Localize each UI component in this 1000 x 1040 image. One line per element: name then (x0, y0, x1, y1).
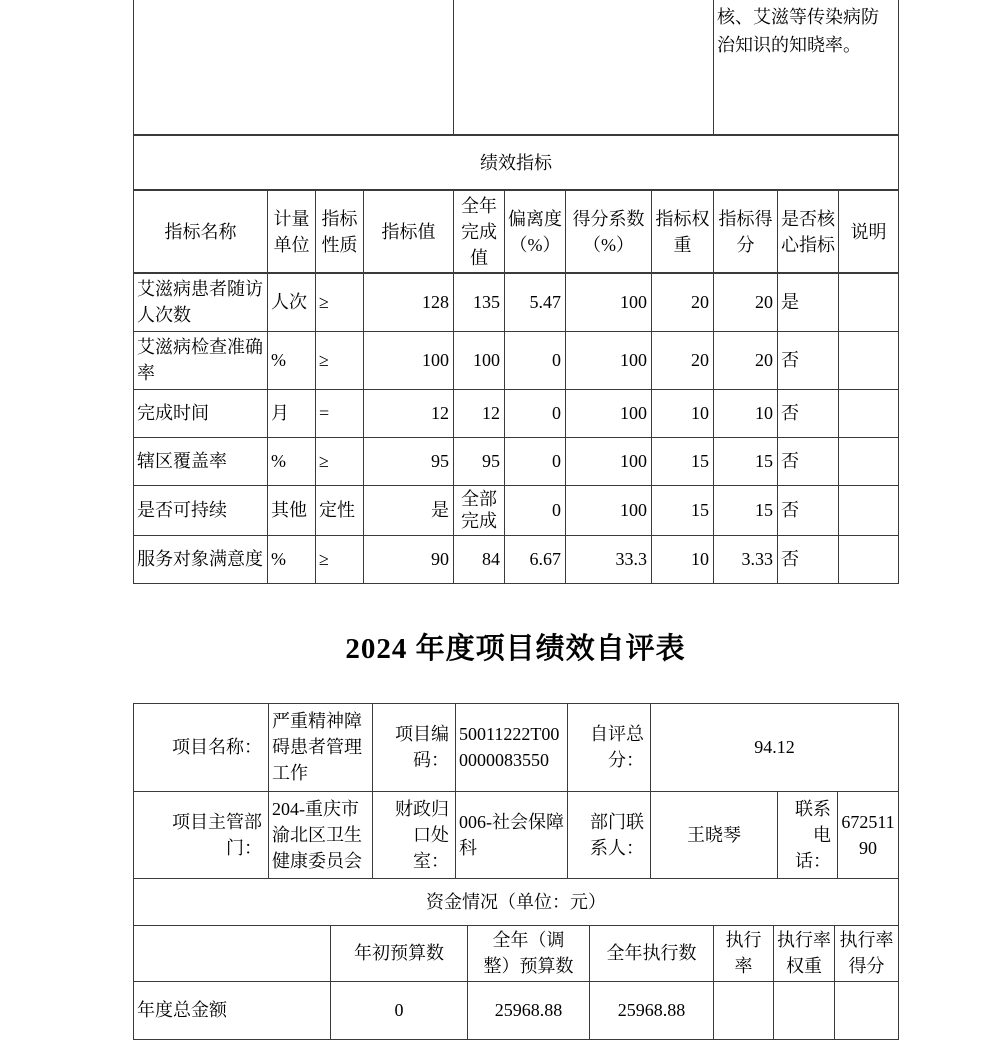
nature-cell: ≥ (316, 273, 364, 331)
table-row (134, 703, 899, 791)
indicator-name-cell: 辖区覆盖率 (134, 437, 268, 485)
remark-cell (839, 485, 899, 535)
section-header-row (134, 878, 899, 925)
header-score: 指标得分 (714, 190, 778, 273)
score-coefficient-cell: 100 (566, 437, 652, 485)
header-empty (134, 925, 331, 981)
completed-value-cell: 135 (454, 273, 505, 331)
project-name-value: 严重精神障碍患者管理工作 (269, 703, 373, 791)
nature-cell: = (316, 389, 364, 437)
empty-cell (454, 0, 714, 135)
header-annual-execution: 全年执行数 (590, 925, 714, 981)
deviation-cell: 0 (505, 437, 566, 485)
weight-cell: 15 (652, 485, 714, 535)
header-core-indicator: 是否核心指标 (778, 190, 839, 273)
header-score-coefficient: 得分系数（%） (566, 190, 652, 273)
unit-cell: % (268, 535, 316, 583)
initial-budget-value: 0 (331, 981, 468, 1039)
table-header-row (134, 190, 899, 273)
header-unit: 计量单位 (268, 190, 316, 273)
completed-value-cell: 全部完成 (454, 485, 505, 535)
remark-cell (839, 437, 899, 485)
contact-value: 王晓琴 (651, 791, 778, 878)
indicator-name-cell: 艾滋病患者随访人次数 (134, 273, 268, 331)
execution-rate-value (714, 981, 774, 1039)
deviation-cell: 6.67 (505, 535, 566, 583)
score-cell: 20 (714, 331, 778, 389)
header-initial-budget: 年初预算数 (331, 925, 468, 981)
score-cell: 10 (714, 389, 778, 437)
indicator-name-cell: 服务对象满意度 (134, 535, 268, 583)
unit-cell: % (268, 437, 316, 485)
table-row (134, 437, 899, 485)
header-execution-rate: 执行率 (714, 925, 774, 981)
weight-cell: 15 (652, 437, 714, 485)
header-target-value: 指标值 (364, 190, 454, 273)
score-cell: 15 (714, 437, 778, 485)
nature-cell: 定性 (316, 485, 364, 535)
target-value-cell: 90 (364, 535, 454, 583)
score-coefficient-cell: 100 (566, 485, 652, 535)
remark-cell (839, 535, 899, 583)
score-coefficient-cell: 100 (566, 331, 652, 389)
table-row-cutoff (134, 0, 899, 135)
self-score-label: 自评总分： (568, 703, 651, 791)
execution-rate-score-value (835, 981, 899, 1039)
table-row (134, 389, 899, 437)
header-indicator-name: 指标名称 (134, 190, 268, 273)
table-row (134, 331, 899, 389)
self-score-value: 94.12 (651, 703, 899, 791)
score-cell: 15 (714, 485, 778, 535)
weight-cell: 20 (652, 273, 714, 331)
header-execution-rate-weight: 执行率权重 (774, 925, 835, 981)
table-header-row (134, 925, 899, 981)
target-value-cell: 是 (364, 485, 454, 535)
phone-value: 67251190 (838, 791, 899, 878)
completed-value-cell: 12 (454, 389, 505, 437)
carryover-text-cell: 核、艾滋等传染病防治知识的知晓率。 (714, 0, 899, 135)
header-nature: 指标性质 (316, 190, 364, 273)
section-title-performance: 绩效指标 (134, 135, 899, 190)
table-row (134, 273, 899, 331)
table-row (134, 485, 899, 535)
header-remark: 说明 (839, 190, 899, 273)
header-execution-rate-score: 执行率得分 (835, 925, 899, 981)
finance-office-label: 财政归口处室： (373, 791, 456, 878)
header-adjusted-budget: 全年（调整）预算数 (468, 925, 590, 981)
unit-cell: % (268, 331, 316, 389)
project-info-table (133, 703, 899, 792)
project-code-value: 50011222T000000083550 (456, 703, 568, 791)
table-row (134, 535, 899, 583)
unit-cell: 人次 (268, 273, 316, 331)
completed-value-cell: 84 (454, 535, 505, 583)
core-indicator-cell: 否 (778, 389, 839, 437)
finance-office-value: 006-社会保障科 (456, 791, 568, 878)
indicator-name-cell: 是否可持续 (134, 485, 268, 535)
score-coefficient-cell: 100 (566, 389, 652, 437)
budget-table (133, 925, 899, 1040)
target-value-cell: 12 (364, 389, 454, 437)
deviation-cell: 0 (505, 389, 566, 437)
table-row (134, 981, 899, 1039)
funding-section-table (133, 878, 899, 926)
score-coefficient-cell: 33.3 (566, 535, 652, 583)
unit-cell: 月 (268, 389, 316, 437)
indicator-name-cell: 完成时间 (134, 389, 268, 437)
section-header-row (134, 135, 899, 190)
indicator-name-cell: 艾滋病检查准确率 (134, 331, 268, 389)
remark-cell (839, 389, 899, 437)
contact-label: 部门联系人： (568, 791, 651, 878)
target-value-cell: 100 (364, 331, 454, 389)
score-cell: 20 (714, 273, 778, 331)
deviation-cell: 5.47 (505, 273, 566, 331)
core-indicator-cell: 否 (778, 485, 839, 535)
score-cell: 3.33 (714, 535, 778, 583)
completed-value-cell: 95 (454, 437, 505, 485)
remark-cell (839, 331, 899, 389)
page-title: 2024 年度项目绩效自评表 (345, 632, 686, 665)
dept-label: 项目主管部门： (134, 791, 269, 878)
header-weight: 指标权重 (652, 190, 714, 273)
project-dept-table (133, 791, 899, 879)
core-indicator-cell: 是 (778, 273, 839, 331)
core-indicator-cell: 否 (778, 331, 839, 389)
dept-value: 204-重庆市渝北区卫生健康委员会 (269, 791, 373, 878)
deviation-cell: 0 (505, 485, 566, 535)
funding-section-title: 资金情况（单位：元） (134, 878, 899, 925)
phone-label: 联系电话： (778, 791, 838, 878)
completed-value-cell: 100 (454, 331, 505, 389)
nature-cell: ≥ (316, 331, 364, 389)
header-deviation: 偏离度（%） (505, 190, 566, 273)
content-area (133, 0, 898, 1040)
target-value-cell: 128 (364, 273, 454, 331)
weight-cell: 10 (652, 389, 714, 437)
weight-cell: 10 (652, 535, 714, 583)
target-value-cell: 95 (364, 437, 454, 485)
project-code-label: 项目编码： (373, 703, 456, 791)
adjusted-budget-value: 25968.88 (468, 981, 590, 1039)
header-completed-value: 全年完成值 (454, 190, 505, 273)
core-indicator-cell: 否 (778, 437, 839, 485)
remark-cell (839, 273, 899, 331)
nature-cell: ≥ (316, 535, 364, 583)
execution-rate-weight-value (774, 981, 835, 1039)
table-row (134, 791, 899, 878)
annual-total-label: 年度总金额 (134, 981, 331, 1039)
empty-cell (134, 0, 454, 135)
unit-cell: 其他 (268, 485, 316, 535)
nature-cell: ≥ (316, 437, 364, 485)
annual-execution-value: 25968.88 (590, 981, 714, 1039)
project-name-label: 项目名称： (134, 703, 269, 791)
deviation-cell: 0 (505, 331, 566, 389)
score-coefficient-cell: 100 (566, 273, 652, 331)
performance-indicator-table (133, 0, 899, 584)
core-indicator-cell: 否 (778, 535, 839, 583)
weight-cell: 20 (652, 331, 714, 389)
